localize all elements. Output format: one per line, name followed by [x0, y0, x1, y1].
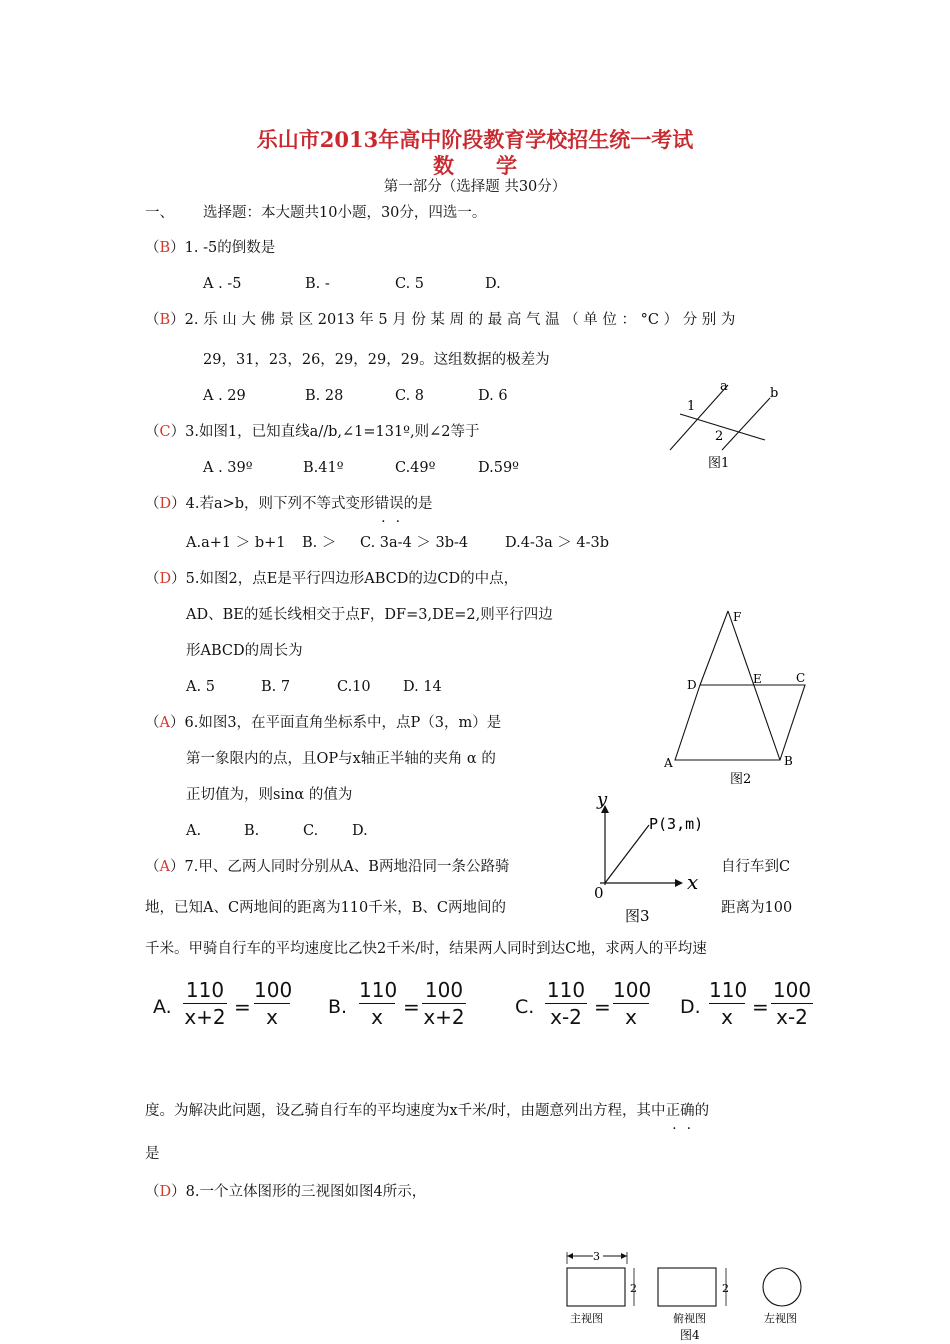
- q7-option-d-label: D.: [680, 996, 701, 1018]
- q6-close: ）: [169, 715, 185, 731]
- q2-option-d: D. 6: [478, 388, 508, 404]
- q6-line-2: 第一象限内的点，且OP与x轴正半轴的夹角 α 的: [186, 751, 496, 767]
- fig1-caption: 图1: [708, 456, 730, 471]
- q5-line-3: 形ABCD的周长为: [186, 643, 303, 659]
- q7-option-b-label: B.: [328, 996, 348, 1018]
- fig2-label-b: B: [784, 754, 793, 768]
- q5-line: [145, 569, 518, 589]
- q7-text: 7.甲、乙两人同时分别从A、B两地沿同一条公路骑: [184, 859, 510, 875]
- q5-open: （: [145, 571, 160, 587]
- q2-option-c: C. 8: [395, 388, 425, 404]
- section-text: 选择题：本大题共10小题，30分，四选一。: [203, 205, 487, 221]
- figure-4: [560, 1250, 820, 1342]
- q7-line: [145, 857, 509, 877]
- q7-option-a-left-fraction: 110 x+2: [184, 978, 226, 1029]
- q1-line: [145, 238, 275, 258]
- fig1-label-a: a: [720, 379, 728, 394]
- fig1-label-b: b: [770, 386, 779, 401]
- q5-text: 5.如图2，点E是平行四边形ABCD的边CD的中点，: [185, 571, 519, 587]
- q7-option-a-equals: =: [234, 995, 251, 1019]
- q2-answer: B: [159, 312, 171, 328]
- fig2-label-e: E: [753, 672, 762, 686]
- q5-line-2: AD、BE的延长线相交于点F，DF=3,DE=2,则平行四边: [186, 607, 553, 623]
- fig4-front-label: 主视图: [570, 1312, 603, 1325]
- q4-emphasis-2: 误: [389, 496, 404, 512]
- q8-open: （: [145, 1184, 160, 1200]
- q2-line-2: 29，31，23，26，29，29，29。这组数据的极差为: [203, 352, 550, 368]
- q6-answer: A: [159, 715, 170, 731]
- fig4-top-label: 俯视图: [673, 1312, 706, 1325]
- q8-line: [145, 1182, 426, 1202]
- q3-option-b: B.41º: [303, 460, 344, 476]
- q5-option-c: C.10: [337, 679, 371, 695]
- q3-answer: C: [159, 424, 171, 440]
- section-number: 一、: [145, 205, 174, 221]
- q1-answer: B: [159, 240, 171, 256]
- q4-option-c: C. 3a-4 ＞ 3b-4: [360, 535, 469, 551]
- fig2-caption: 图2: [730, 772, 752, 787]
- q5-answer: D: [159, 571, 172, 587]
- q8-text: 8.一个立体图形的三视图如图4所示，: [185, 1184, 427, 1200]
- q6-option-c: C.: [303, 823, 319, 839]
- fig4-dim-2b: 2: [722, 1282, 729, 1295]
- fig4-caption: 图4: [680, 1328, 700, 1342]
- q1-open: （: [145, 240, 160, 256]
- q7-answer: A: [159, 859, 170, 875]
- fig4-dim-2a: 2: [630, 1282, 637, 1295]
- q7-text-right: 自行车到C: [721, 859, 791, 875]
- q7-option-c-left-fraction: 110 x-2: [546, 978, 586, 1029]
- fig3-point-label: P(3,m): [649, 815, 704, 833]
- q1-option-c: C. 5: [395, 276, 425, 292]
- q6-line-3: 正切值为，则sinα 的值为: [186, 787, 353, 803]
- q1-option-a: A . -5: [203, 276, 242, 292]
- q6-option-d: D.: [352, 823, 368, 839]
- fig2-label-f: F: [733, 610, 742, 624]
- q5-option-d: D. 14: [403, 679, 442, 695]
- fig4-left-label: 左视图: [764, 1312, 797, 1325]
- q7-line-4: [145, 1101, 709, 1121]
- fig1-label-1: 1: [687, 399, 696, 414]
- q7-line-3: 千米。甲骑自行车的平均速度比乙快2千米/时，结果两人同时到达C地，求两人的平均速: [145, 941, 707, 957]
- fig3-origin: 0: [594, 884, 604, 902]
- q7-line-5: 是: [145, 1146, 160, 1162]
- q4-close: ）: [171, 496, 186, 512]
- q4-option-a: A.a+1 ＞ b+1: [186, 535, 286, 551]
- q4-text-end: 的是: [403, 496, 433, 512]
- fig1-label-2: 2: [715, 429, 724, 444]
- title-line-1: 乐山市2013年高中阶段教育学校招生统一考试: [256, 127, 694, 152]
- q7-option-c-label: C.: [515, 996, 535, 1018]
- q5-option-b: B. 7: [261, 679, 291, 695]
- q2-text: 2. 乐 山 大 佛 景 区 2013 年 5 月 份 某 周 的 最 高 气 温 （ 单 位 ： °C ） 分 别 为: [184, 312, 736, 328]
- q7-option-a-label: A.: [153, 996, 172, 1018]
- q2-open: （: [145, 312, 160, 328]
- q7-line-4-text: 度。为解决此问题，设乙骑自行车的平均速度为x千米/时，由题意列出方程，其中: [145, 1103, 666, 1119]
- figure-1: [660, 380, 790, 475]
- q7-option-c-equals: =: [594, 995, 611, 1019]
- q2-close: ）: [170, 312, 185, 328]
- q5-option-a: A. 5: [186, 679, 215, 695]
- q6-text: 6.如图3，在平面直角坐标系中，点P（3，m）是: [184, 715, 502, 731]
- q4-option-d: D.4-3a ＞ 4-3b: [505, 535, 610, 551]
- fig4-dim-3: 3: [593, 1250, 600, 1263]
- fig3-y-label: y: [597, 789, 608, 810]
- q7-line-2-right: 距离为100: [721, 900, 793, 916]
- q8-answer: D: [159, 1184, 172, 1200]
- q7-option-c-right-fraction: 100 x: [613, 978, 652, 1029]
- figure-2: [660, 605, 820, 790]
- q2-line: [145, 310, 735, 330]
- q4-open: （: [145, 496, 160, 512]
- q3-open: （: [145, 424, 160, 440]
- q3-text: 3.如图1，已知直线a//b,∠1=131º,则∠2等于: [185, 424, 480, 440]
- q1-option-b: B. -: [305, 276, 330, 292]
- q7-emphasis-1: 正: [665, 1103, 681, 1119]
- q2-option-b: B. 28: [305, 388, 344, 404]
- fig3-x-label: x: [687, 870, 699, 894]
- q8-close: ）: [171, 1184, 186, 1200]
- q3-option-d: D.59º: [478, 460, 519, 476]
- q6-line: [145, 713, 501, 733]
- q6-option-b: B.: [244, 823, 260, 839]
- q7-line-4-end: 的: [694, 1103, 710, 1119]
- q5-close: ）: [171, 571, 186, 587]
- q6-open: （: [145, 715, 160, 731]
- q3-option-c: C.49º: [395, 460, 436, 476]
- q2-option-a: A . 29: [203, 388, 246, 404]
- q7-option-d-equals: =: [752, 995, 769, 1019]
- q3-option-a: A . 39º: [203, 460, 253, 476]
- q4-emphasis-1: 错: [374, 496, 390, 512]
- fig2-label-d: D: [687, 678, 697, 692]
- fig3-caption: 图3: [625, 907, 650, 925]
- q7-option-a-right-fraction: 100 x: [254, 978, 293, 1029]
- q7-line-2: 地，已知A、C两地间的距离为110千米，B、C两地间的: [145, 900, 506, 916]
- q4-text: 4.若a>b，则下列不等式变形: [185, 496, 375, 512]
- q7-option-b-equals: =: [403, 995, 420, 1019]
- q4-line: [145, 494, 433, 514]
- figure-3: [585, 785, 720, 930]
- q6-option-a: A.: [186, 823, 202, 839]
- q7-emphasis-2: 确: [680, 1103, 695, 1119]
- q7-option-b-right-fraction: 100 x+2: [423, 978, 465, 1029]
- title-line-2: 数 学: [433, 153, 517, 178]
- q7-option-b-left-fraction: 110 x: [359, 978, 398, 1029]
- q3-close: ）: [170, 424, 186, 440]
- q1-close: ）: [170, 240, 185, 256]
- fig2-label-a: A: [664, 756, 673, 770]
- q7-close: ）: [169, 859, 185, 875]
- q4-answer: D: [159, 496, 172, 512]
- part-heading: 第一部分（选择题 共30分）: [383, 179, 567, 195]
- fig2-label-c: C: [796, 671, 806, 685]
- q7-option-d-left-fraction: 110 x: [709, 978, 748, 1029]
- q1-text: 1. -5的倒数是: [184, 240, 276, 256]
- q1-option-d: D.: [485, 276, 501, 292]
- q4-option-b: B. ＞: [302, 535, 337, 551]
- q7-option-d-right-fraction: 100 x-2: [772, 978, 812, 1029]
- q7-open: （: [145, 859, 160, 875]
- q3-line: [145, 422, 479, 442]
